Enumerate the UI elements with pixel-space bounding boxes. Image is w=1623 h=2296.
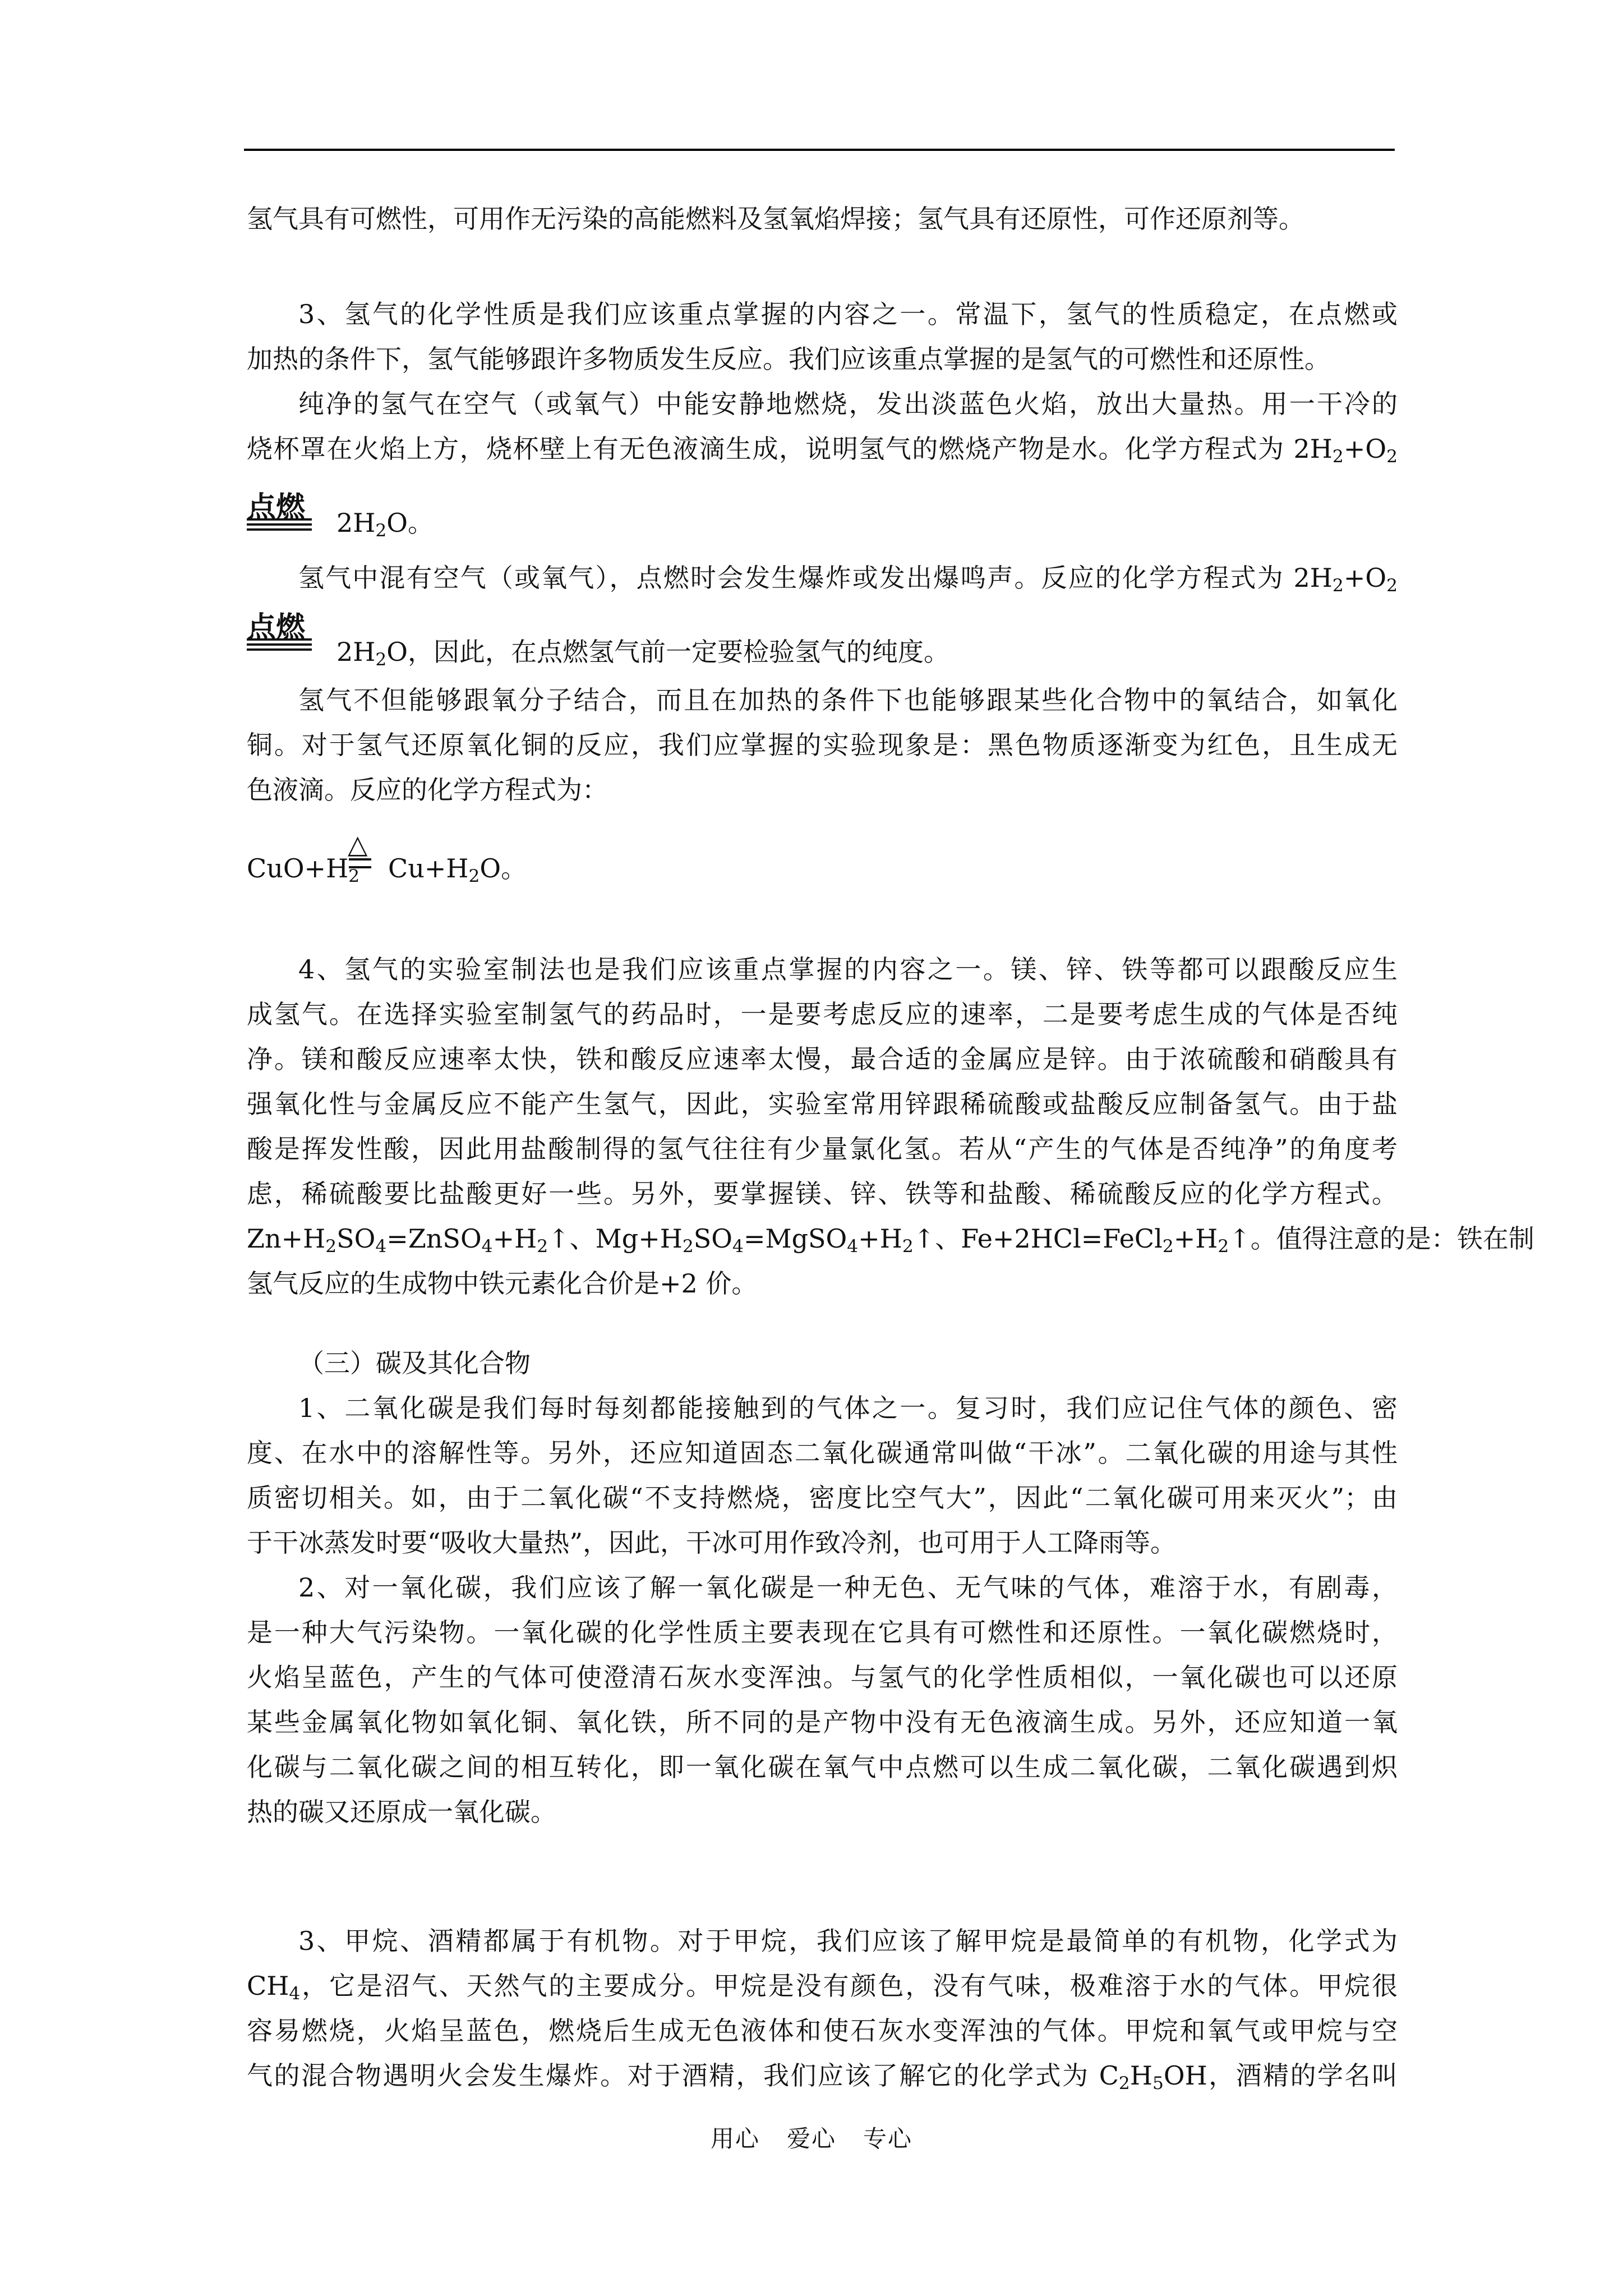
section-3-title: （三）碳及其化合物	[298, 1348, 531, 1378]
paragraph-3c: 氢气中混有空气（或氧气），点燃时会发生爆炸或发出爆鸣声。反应的化学方程式为 $2H_2+O_2$	[298, 563, 1398, 596]
equation-1-product: $2H_2O$。	[336, 508, 434, 541]
header-rule	[244, 149, 1395, 151]
equation-2-tail: $2H_2O$，因此，在点燃氢气前一定要检验氢气的纯度。	[336, 637, 950, 670]
paragraph-3: 3、氢气的化学性质是我们应该重点掌握的内容之一。常温下，氢气的性质稳定，在点燃或 加热的条件下，氢气能够跟许多物质发生反应。我们应该重点掌握的是氢气的可燃性和还原性。	[247, 299, 1398, 374]
ignite-condition-stamp: 点燃	[247, 484, 314, 528]
ignite-condition-stamp-2: 点燃	[247, 604, 314, 648]
equation-3-left: $CuO+H_2$	[247, 853, 360, 886]
paragraph-c1: 1、二氧化碳是我们每时每刻都能接触到的气体之一。复习时，我们应记住气体的颜色、密 度、在水中的溶解性等。另外，还应知道固态二氧化碳通常叫做“干冰”。二氧化碳的用途与其性 质密切相关。如，由于二氧化碳“不支持燃烧，密度比空气大”，因此“二氧化碳可用来灭火”；由 于干冰蒸发时要“吸收大量热”，因此，干冰可用作致冷剂，也可用于人工降雨等。	[247, 1393, 1398, 1558]
paragraph-c2: 2、对一氧化碳，我们应该了解一氧化碳是一种无色、无气味的气体，难溶于水，有剧毒， 是一种大气污染物。一氧化碳的化学性质主要表现在它具有可燃性和还原性。一氧化碳燃烧时， 火焰呈蓝色，产生的气体可使澄清石灰水变浑浊。与氢气的化学性质相似，一氧化碳也可以还原 某些金属氧化物如氧化铜、氧化铁，所不同的是产物中没有无色液滴生成。另外，还应知道一氧 化碳与二氧化碳之间的相互转化，即一氧化碳在氧气中点燃可以生成二氧化碳，二氧化碳遇到炽 热的碳又还原成一氧化碳。	[247, 1572, 1398, 1827]
paragraph-3b: 纯净的氢气在空气（或氧气）中能安静地燃烧，发出淡蓝色火焰，放出大量热。用一干冷的 烧杯罩在火焰上方，烧杯壁上有无色液滴生成，说明氢气的燃烧产物是水。化学方程式为 $2H_2+O_2$	[247, 389, 1398, 467]
paragraph-4: 4、氢气的实验室制法也是我们应该重点掌握的内容之一。镁、锌、铁等都可以跟酸反应生 成氢气。在选择实验室制氢气的药品时，一是要考虑反应的速率，二是要考虑生成的气体是否纯 净。镁和酸反应速率太快，铁和酸反应速率太慢，最合适的金属应是锌。由于浓硫酸和硝酸具有 强氧化性与金属反应不能产生氢气，因此，实验室常用锌跟稀硫酸或盐酸反应制备氢气。由于盐 酸是挥发性酸，因此用盐酸制得的氢气往往有少量氯化氢。若从“产生的气体是否纯净”的角度考 虑，稀硫酸要比盐酸更好一些。另外，要掌握镁、锌、铁等和盐酸、稀硫酸反应的化学方程式。 $Zn+H_2SO_4=ZnSO_4+H_2↑$、$Mg+H_2SO_4=MgSO_4+H_2↑$、$Fe+2HCl=FeCl_2+H_2↑$。值得注意的是：铁在制 氢气反应的生成物中铁元素化合价是+2 价。	[247, 954, 1534, 1299]
paragraph-c3: 3、甲烷、酒精都属于有机物。对于甲烷，我们应该了解甲烷是最简单的有机物，化学式为 $CH_4$，它是沼气、天然气的主要成分。甲烷是没有颜色，没有气味，极难溶于水的气体。甲烷很 容易燃烧，火焰呈蓝色，燃烧后生成无色液体和使石灰水变浑浊的气体。甲烷和氧气或甲烷与空 气的混合物遇明火会发生爆炸。对于酒精，我们应该了解它的化学式为 $C_2H_5OH$，酒精的学名叫	[247, 1926, 1398, 2093]
paragraph-3d: 氢气不但能够跟氧分子结合，而且在加热的条件下也能够跟某些化合物中的氧结合，如氧化 铜。对于氢气还原氧化铜的反应，我们应掌握的实验现象是：黑色物质逐渐变为红色，且生成无 色液滴。反应的化学方程式为：	[247, 685, 1398, 805]
page-footer: 用心 爱心 专心	[710, 2125, 913, 2152]
equals-sign	[349, 858, 371, 868]
heat-symbol: △	[348, 829, 368, 859]
paragraph-intro: 氢气具有可燃性，可用作无污染的高能燃料及氢氧焰焊接；氢气具有还原性，可作还原剂等。	[247, 204, 1304, 234]
equation-3-right: $Cu+H_2O$。	[388, 853, 527, 886]
